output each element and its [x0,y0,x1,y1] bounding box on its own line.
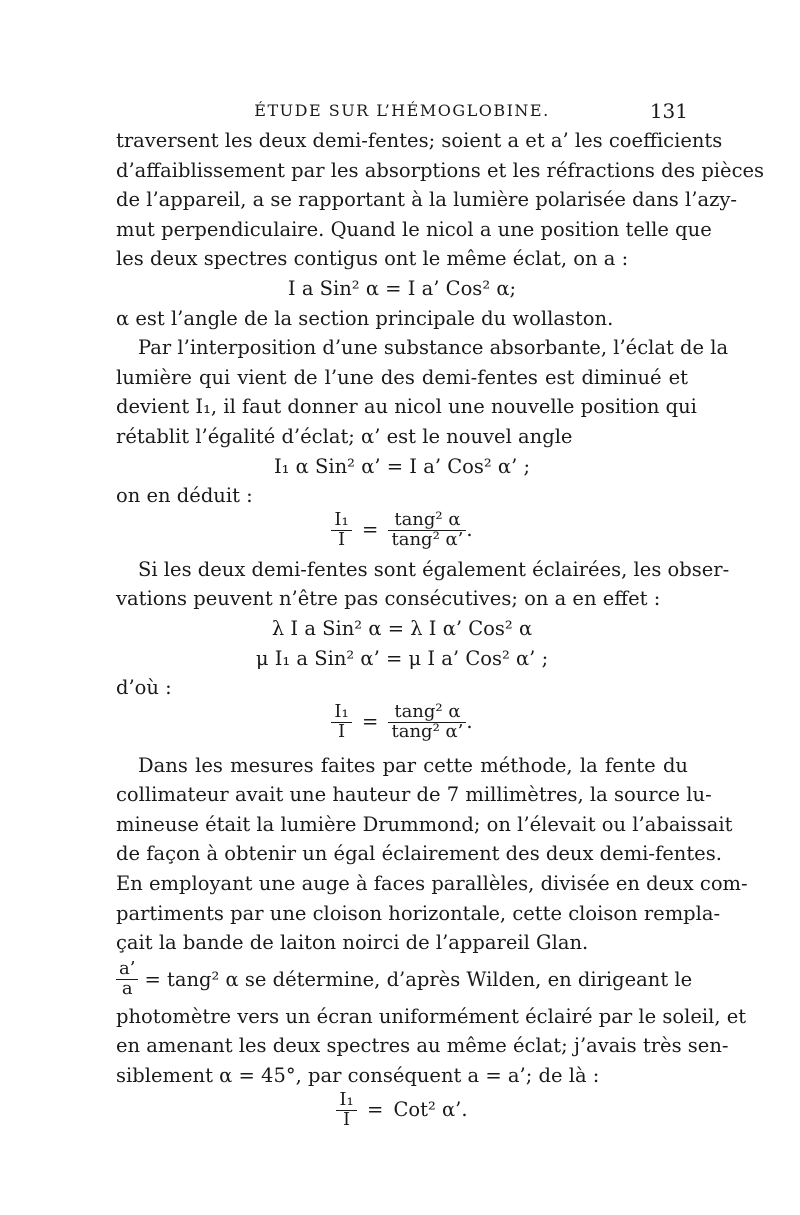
fraction-rhs: Cot² α’. [393,1097,468,1121]
fraction-numerator: tang² α [388,511,466,531]
fraction-denominator: I [338,528,346,550]
text-line: mineuse était la lumière Drummond; on l’élevait ou l’abaissait [116,812,733,836]
text-line-with-fraction [116,958,693,1002]
text-line: collimateur avait une hauteur de 7 millimètres, la source lu- [116,783,712,807]
fraction-equation [116,1088,688,1135]
equation: I₁ α Sin² α’ = I a’ Cos² α’ ; [273,454,531,478]
fraction-equation [116,700,688,747]
page-number: 131 [649,99,688,123]
text-line: çait la bande de laiton noirci de l’appareil Glan. [116,931,589,955]
equals-sign: = [361,518,379,542]
fraction [388,700,466,742]
fraction [116,960,138,999]
fraction [388,508,466,550]
text-line: vations peuvent n’être pas consécutives; on a en effet : [116,587,661,611]
text-line: Si les deux demi-fentes sont également éclairées, les obser- [138,557,730,581]
text-line: siblement α = 45°, par conséquent a = a’; de là : [116,1064,600,1088]
running-title: ÉTUDE SUR L’HÉMOGLOBINE. [254,101,550,120]
fraction-denominator: tang² α’ [391,720,464,742]
text-line: En employant une auge à faces parallèles, divisée en deux com- [116,872,748,896]
fraction-denominator: I [338,720,346,742]
text-line: on en déduit : [116,484,253,508]
fraction-denominator: I [343,1108,351,1130]
fraction-numerator: I₁ [331,703,351,723]
fraction [336,1088,356,1130]
text-line: mut perpendiculaire. Quand le nicol a une position telle que [116,217,712,241]
equation: μ I₁ a Sin² α’ = μ I a’ Cos² α’ ; [255,646,549,670]
text-line: α est l’angle de la section principale du wollaston. [116,306,614,330]
equals-sign: = [366,1098,384,1122]
body-text [116,126,765,1135]
text-line: = tang² α se détermine, d’après Wilden, en dirigeant le [144,968,693,992]
text-line: traversent les deux demi-fentes; soient a et a’ les coefficients [116,129,723,152]
punctuation: . [466,517,473,541]
text-line: partiments par une cloison horizontale, cette cloison rempla- [116,901,721,925]
text-line: Par l’interposition d’une substance absorbante, l’éclat de la [138,336,729,360]
text-line: les deux spectres contigus ont le même éclat, on a : [116,247,629,271]
text-line: Dans les mesures faites par cette méthode, la fente du [138,753,688,777]
fraction-numerator: I₁ [336,1091,356,1111]
text-line: en amenant les deux spectres au même éclat; j’avais très sen- [116,1034,729,1058]
text-line: rétablit l’égalité d’éclat; α’ est le nouvel angle [116,424,573,448]
text-line: d’affaiblissement par les absorptions et les réfractions des pièces [116,158,765,182]
text-line: de l’appareil, a se rapportant à la lumière polarisée dans l’azy- [116,188,737,212]
fraction [331,700,351,742]
fraction [331,508,351,550]
text-line: photomètre vers un écran uniformément éclairé par le soleil, et [116,1004,747,1028]
fraction-equation [116,508,688,555]
equation: λ I a Sin² α = λ I α’ Cos² α [271,616,533,640]
punctuation: . [466,709,473,733]
running-header [116,99,688,125]
text-line: d’où : [116,676,172,700]
fraction-numerator: a’ [116,960,138,980]
fraction-numerator: I₁ [331,511,351,531]
equals-sign: = [361,710,379,734]
equation: I a Sin² α = I a’ Cos² α; [287,276,517,300]
text-line: lumière qui vient de l’une des demi-fentes est diminué et [116,365,688,389]
text-line: de façon à obtenir un égal éclairement des deux demi-fentes. [116,842,722,866]
fraction-numerator: tang² α [388,703,466,723]
fraction-denominator: tang² α’ [391,528,464,550]
text-line: devient I₁, il faut donner au nicol une nouvelle position qui [116,395,697,419]
fraction-denominator: a [121,978,133,1000]
